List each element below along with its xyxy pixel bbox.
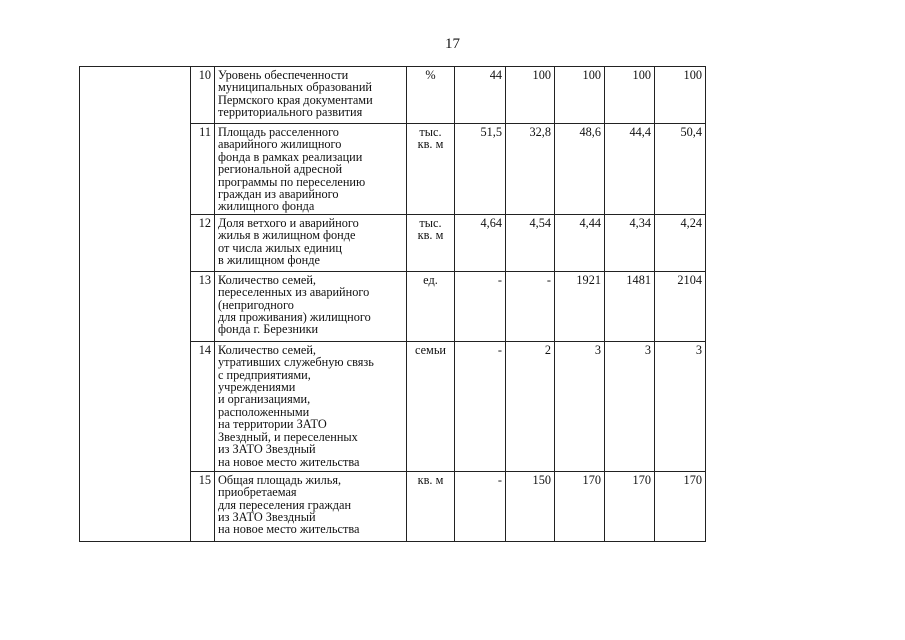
value-cell: 100 (605, 67, 655, 124)
unit-cell (407, 271, 455, 341)
value-cell: 3 (555, 341, 605, 471)
value-cell: 170 (655, 471, 706, 541)
indicator-name-line: аварийного жилищного (218, 137, 342, 152)
indicator-name-line: из ЗАТО Звездный (218, 510, 316, 525)
indicator-name (215, 124, 407, 215)
indicator-name-line: в жилищном фонде (218, 253, 320, 268)
unit-cell (407, 67, 455, 124)
value-cell: 100 (655, 67, 706, 124)
indicators-table (79, 66, 706, 542)
indicator-name-line: приобретаемая (218, 485, 297, 500)
value-cell: 50,4 (655, 124, 706, 215)
value-cell: 150 (506, 471, 555, 541)
value-cell: 3 (605, 341, 655, 471)
indicator-name-line: фонда г. Березники (218, 322, 319, 337)
value-cell: 100 (555, 67, 605, 124)
unit-cell (407, 124, 455, 215)
value-cell: - (455, 341, 506, 471)
indicator-name-line: на новое место жительства (218, 522, 360, 537)
indicator-name-line: от числа жилых единиц (218, 240, 342, 255)
unit-line: тыс. (419, 125, 442, 139)
unit-line: семьи (414, 342, 447, 357)
indicator-name (215, 471, 407, 541)
unit-cell (407, 341, 455, 471)
value-cell: - (455, 271, 506, 341)
indicator-name-line: муниципальных образований (218, 80, 372, 95)
value-cell: 32,8 (506, 124, 555, 215)
indicator-name-line: программы по переселению (218, 174, 366, 189)
value-cell: 4,34 (605, 214, 655, 271)
indicator-name-line: Количество семей, (218, 342, 316, 357)
indicator-name-line: с предприятиями, (218, 367, 311, 382)
row-number: 11 (191, 124, 215, 215)
unit-line: % (425, 68, 436, 82)
table-body (80, 67, 706, 542)
indicator-name-line: переселенных из аварийного (218, 285, 370, 300)
unit-cell (407, 214, 455, 271)
indicator-name-line: (непригодного (218, 297, 294, 312)
value-cell: 2 (506, 341, 555, 471)
value-cell: 4,24 (655, 214, 706, 271)
indicator-name-line: на новое место жительства (218, 454, 360, 469)
indicator-name-line: жилья в жилищном фонде (218, 228, 356, 243)
indicator-name-line: Пермского края документами (218, 92, 373, 107)
unit-line: кв. м (417, 137, 444, 152)
value-cell: 170 (605, 471, 655, 541)
empty-left-column (80, 67, 191, 542)
row-number: 12 (191, 214, 215, 271)
indicator-name (215, 67, 407, 124)
indicator-name-line: Уровень обеспеченности (218, 68, 349, 82)
value-cell: 51,5 (455, 124, 506, 215)
value-cell: 48,6 (555, 124, 605, 215)
row-number: 15 (191, 471, 215, 541)
value-cell: 4,64 (455, 214, 506, 271)
unit-line: тыс. (419, 215, 442, 230)
indicator-name (215, 214, 407, 271)
indicator-name (215, 341, 407, 471)
indicator-name-line: Общая площадь жилья, (218, 472, 342, 487)
indicator-name-line: Звездный, и переселенных (218, 429, 358, 444)
unit-cell (407, 471, 455, 541)
row-number: 13 (191, 271, 215, 341)
indicator-name-line: утративших служебную связь (218, 355, 374, 370)
indicator-name-line: расположенными (218, 404, 310, 419)
value-cell: 1921 (555, 271, 605, 341)
value-cell: 44 (455, 67, 506, 124)
indicator-name (215, 271, 407, 341)
row-number: 10 (191, 67, 215, 124)
value-cell: 4,54 (506, 214, 555, 271)
unit-line: кв. м (417, 472, 444, 487)
value-cell: 1481 (605, 271, 655, 341)
indicator-name-line: Количество семей, (218, 272, 316, 287)
indicator-name-line: и организациями, (218, 392, 311, 407)
value-cell: 170 (555, 471, 605, 541)
unit-line: ед. (423, 272, 438, 287)
indicator-name-line: для переселения граждан (218, 497, 352, 512)
indicator-name-line: Доля ветхого и аварийного (218, 215, 359, 230)
indicator-name-line: региональной адресной (218, 162, 343, 177)
indicator-name-line: на территории ЗАТО (218, 417, 327, 432)
table-row (80, 67, 706, 124)
unit-line: кв. м (417, 228, 444, 243)
indicator-name-line: для проживания) жилищного (218, 310, 371, 325)
value-cell: - (506, 271, 555, 341)
indicator-name-line: учреждениями (218, 380, 296, 395)
page-number: 17 (445, 36, 460, 52)
value-cell: 100 (506, 67, 555, 124)
indicator-name-line: фонда в рамках реализации (218, 149, 363, 164)
indicator-name-line: из ЗАТО Звездный (218, 442, 316, 457)
value-cell: 2104 (655, 271, 706, 341)
indicator-name-line: граждан из аварийного (218, 187, 339, 202)
value-cell: 4,44 (555, 214, 605, 271)
indicator-name-line: жилищного фонда (218, 199, 315, 214)
row-number: 14 (191, 341, 215, 471)
indicator-name-line: Площадь расселенного (218, 125, 339, 139)
value-cell: 3 (655, 341, 706, 471)
value-cell: - (455, 471, 506, 541)
value-cell: 44,4 (605, 124, 655, 215)
indicator-name-line: территориального развития (218, 105, 363, 120)
